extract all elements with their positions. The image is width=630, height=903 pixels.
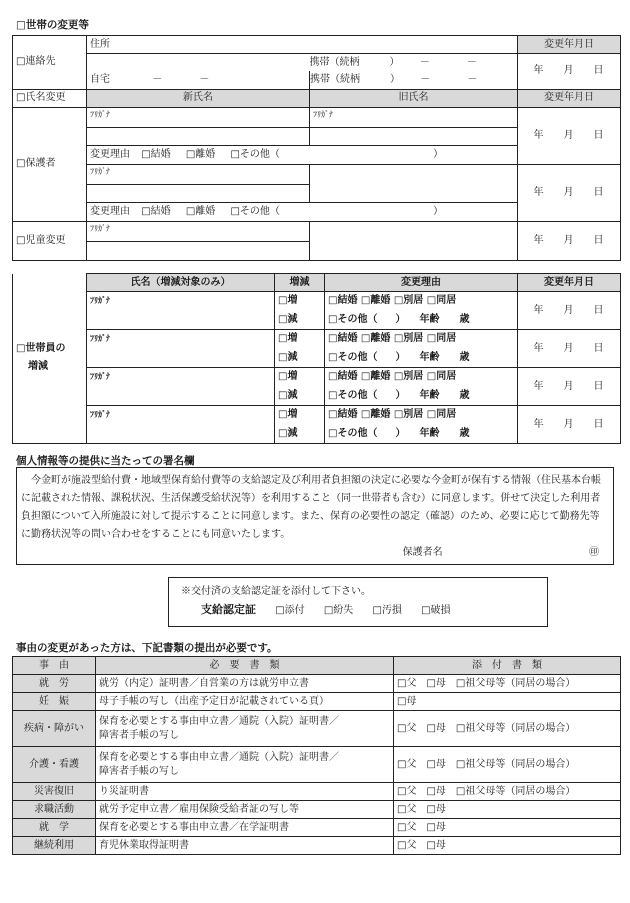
close-paren: ） — [433, 205, 444, 217]
other-checkbox[interactable]: □その他（ — [230, 148, 280, 160]
dash: － — [152, 73, 163, 85]
documents-title: 事由の変更があった方は、下記書類の提出が必要です。 — [16, 642, 278, 654]
year-label: 年 — [533, 418, 545, 430]
doc-attach-checkboxes[interactable]: □父 □母 — [394, 819, 621, 837]
reason-checkboxes[interactable]: □結婚 □離婚 □別居 □同居 — [325, 406, 518, 425]
guardian1-new-name[interactable] — [87, 127, 310, 145]
certificate-notice-box — [168, 577, 548, 627]
close-paren: ） — [395, 389, 406, 401]
age-label: 年齢 歳 — [419, 389, 470, 401]
doc-required-line: 障害者手帳の写し — [99, 765, 179, 777]
doc-required-line: 母子手帳の写し（出産予定日が記載されている頁） — [99, 695, 329, 707]
furigana-label: ﾌﾘｶﾞﾅ — [90, 296, 110, 305]
guardian1-date-field[interactable] — [518, 107, 621, 164]
doc-attach-checkboxes[interactable]: □父 □母 □祖父母等（同居の場合） — [394, 747, 621, 783]
doc-required — [96, 675, 394, 693]
increase-checkbox[interactable]: □増 — [275, 406, 325, 425]
close-paren: ） — [395, 313, 406, 325]
doc-attach-checkboxes[interactable]: □父 □母 □祖父母等（同居の場合） — [394, 675, 621, 693]
month-label: 月 — [563, 65, 575, 77]
home-label: 自宅 — [90, 73, 110, 85]
dash: － — [420, 73, 431, 85]
reason-checkboxes[interactable]: □結婚 □離婚 □別居 □同居 — [325, 330, 518, 349]
divorce-checkbox[interactable]: □離婚 — [185, 148, 216, 160]
reason-checkboxes[interactable]: □結婚 □離婚 □別居 □同居 — [325, 368, 518, 387]
divorce-checkbox[interactable]: □離婚 — [185, 205, 216, 217]
month-label: 月 — [563, 342, 575, 354]
doc-required-line: り災証明書 — [99, 785, 149, 797]
other-checkbox[interactable]: □その他（ — [230, 205, 280, 217]
guardian2-reason-row — [87, 202, 518, 221]
day-label: 日 — [593, 186, 605, 198]
member-name-field[interactable] — [87, 368, 275, 406]
other-checkbox[interactable]: □その他（ — [328, 313, 378, 325]
age-label: 年齢 歳 — [419, 427, 470, 439]
increase-checkbox[interactable]: □増 — [275, 292, 325, 311]
other-reason-row[interactable] — [325, 311, 518, 330]
close-paren: ） — [433, 148, 444, 160]
members-label — [13, 274, 87, 444]
doc-reason: 疾病・障がい — [13, 711, 96, 747]
home-phone-field[interactable] — [87, 71, 310, 89]
child-old-name[interactable] — [310, 221, 518, 260]
member-name-field[interactable] — [87, 292, 275, 330]
name-change-date-header: 変更年月日 — [518, 89, 621, 107]
damaged-checkbox[interactable]: □破損 — [421, 605, 451, 616]
household-change-table — [12, 35, 621, 261]
dash: － — [466, 56, 477, 68]
year-label: 年 — [533, 186, 545, 198]
furigana-label: ﾌﾘｶﾞﾅ — [90, 334, 110, 343]
consent-title: 個人情報等の提供に当たっての署名欄 — [16, 455, 195, 467]
signature-row[interactable] — [21, 544, 609, 562]
decrease-checkbox[interactable]: □減 — [275, 349, 325, 368]
year-label: 年 — [533, 342, 545, 354]
year-label: 年 — [533, 65, 545, 77]
decrease-checkbox[interactable]: □減 — [275, 387, 325, 406]
dash: － — [419, 56, 430, 68]
month-label: 月 — [563, 418, 575, 430]
members-date-header: 変更年月日 — [518, 274, 621, 292]
contact-label: □連絡先 — [13, 36, 87, 90]
year-label: 年 — [533, 304, 545, 316]
member-name-field[interactable] — [87, 330, 275, 368]
doc-required-line: 保育を必要とする事由申立書／通院（入院）証明書／ — [99, 751, 339, 763]
cert-label: 支給認定証 — [201, 603, 256, 616]
guardian1-new-furigana[interactable] — [87, 107, 310, 127]
doc-required — [96, 819, 394, 837]
name-change-label: □氏名変更 — [13, 89, 87, 107]
close-paren: ） — [395, 351, 406, 363]
members-label-line1: □世帯員の — [16, 343, 66, 355]
day-label: 日 — [593, 65, 605, 77]
dash: － — [199, 73, 210, 85]
doc-required-line: 就労（内定）証明書／自営業の方は就労申立書 — [99, 677, 309, 689]
doc-reason: 就 学 — [13, 819, 96, 837]
consent-text: 今金町が施設型給付費・地域型保育給付費等の支給認定及び利用者負担額の決定に必要な今金町が保有する情報（住民基本台帳に記載された情報、課税状況、生活保護受給状況等）を利用すること（同一世帯者も含む）に同意します。併せて決定した利用者負担額について入所施設に対して提示することに同意します。また、保育の必要性の認定（確認）のため、必要に応じて勤務先等に勤務状況等の問い合わせをすることにも同意いたします。 — [21, 475, 601, 540]
reason-label: 変更理由 — [90, 148, 130, 160]
doc-attach-checkboxes[interactable]: □母 — [394, 693, 621, 711]
doc-row — [13, 711, 621, 747]
other-reason-row[interactable] — [325, 349, 518, 368]
old-name-header: 旧氏名 — [310, 89, 518, 107]
doc-reason: 妊 娠 — [13, 693, 96, 711]
decrease-checkbox[interactable]: □減 — [275, 311, 325, 330]
furigana-label: ﾌﾘｶﾞﾅ — [90, 166, 110, 176]
address-label: 住所 — [90, 38, 110, 50]
child-new-furigana[interactable] — [87, 221, 310, 241]
contact-date-header: 変更年月日 — [518, 36, 621, 54]
member-date-field[interactable] — [518, 330, 621, 368]
doc-attach-checkboxes[interactable]: □父 □母 □祖父母等（同居の場合） — [394, 783, 621, 801]
guardian2-date-field[interactable] — [518, 164, 621, 221]
mobile2-field[interactable] — [310, 71, 518, 89]
guardian1-reason-row — [87, 145, 518, 164]
age-label: 年齢 歳 — [419, 351, 470, 363]
doc-attach-checkboxes[interactable]: □父 □母 — [394, 801, 621, 819]
marriage-checkbox[interactable]: □結婚 — [141, 205, 171, 217]
day-label: 日 — [593, 380, 605, 392]
furigana-label: ﾌﾘｶﾞﾅ — [90, 410, 110, 419]
required-documents-table — [12, 656, 621, 855]
month-label: 月 — [563, 234, 575, 246]
increase-checkbox[interactable]: □増 — [275, 368, 325, 387]
doc-required — [96, 801, 394, 819]
reason-checkboxes[interactable]: □結婚 □離婚 □別居 □同居 — [325, 292, 518, 311]
day-label: 日 — [593, 418, 605, 430]
contact-date-field[interactable] — [518, 54, 621, 90]
members-change-header: 増減 — [275, 274, 325, 292]
notice-text: ※交付済の支給認定証を添付して下さい。 — [181, 586, 371, 597]
furigana-label: ﾌﾘｶﾞﾅ — [90, 372, 110, 381]
day-label: 日 — [593, 342, 605, 354]
members-name-header: 氏名（増減対象のみ） — [87, 274, 275, 292]
other-reason-row[interactable] — [325, 387, 518, 406]
furigana-label: ﾌﾘｶﾞﾅ — [90, 223, 110, 233]
doc-header-reason: 事 由 — [13, 657, 96, 675]
increase-checkbox[interactable]: □増 — [275, 330, 325, 349]
guardian1-old-name[interactable] — [310, 127, 518, 145]
guardian1-old-furigana[interactable] — [310, 107, 518, 127]
doc-reason: 就 労 — [13, 675, 96, 693]
member-name-field[interactable] — [87, 406, 275, 444]
member-date-field[interactable] — [518, 368, 621, 406]
guardian2-new-name[interactable] — [87, 184, 310, 202]
other-checkbox[interactable]: □その他（ — [328, 351, 378, 363]
doc-required — [96, 711, 394, 747]
doc-row — [13, 801, 621, 819]
close-paren: ） — [395, 427, 406, 439]
marriage-checkbox[interactable]: □結婚 — [141, 148, 171, 160]
guardian2-new-furigana[interactable] — [87, 164, 310, 184]
doc-required — [96, 783, 394, 801]
member-date-field[interactable] — [518, 406, 621, 444]
household-members-table — [12, 273, 621, 444]
doc-reason: 災害復旧 — [13, 783, 96, 801]
member-date-field[interactable] — [518, 292, 621, 330]
decrease-checkbox[interactable]: □減 — [275, 425, 325, 444]
child-date-field[interactable] — [518, 221, 621, 260]
furigana-label: ﾌﾘｶﾞﾅ — [90, 109, 110, 119]
mobile1-field[interactable] — [310, 54, 518, 72]
doc-required — [96, 693, 394, 711]
other-checkbox[interactable]: □その他（ — [328, 389, 378, 401]
doc-row — [13, 693, 621, 711]
mobile2-label: 携帯（続柄 ） — [310, 73, 400, 85]
consent-box — [16, 467, 614, 565]
new-name-header: 新氏名 — [87, 89, 310, 107]
year-label: 年 — [533, 129, 545, 141]
soiled-checkbox[interactable]: □汚損 — [372, 605, 402, 616]
furigana-label: ﾌﾘｶﾞﾅ — [313, 109, 333, 119]
doc-required-line: 就労予定申立書／雇用保険受給者証の写し等 — [99, 803, 299, 815]
doc-required — [96, 837, 394, 855]
doc-required-line: 保育を必要とする事由申立書／通院（入院）証明書／ — [99, 715, 339, 727]
month-label: 月 — [563, 129, 575, 141]
doc-required-line: 障害者手帳の写し — [99, 729, 179, 741]
doc-row — [13, 783, 621, 801]
year-label: 年 — [533, 234, 545, 246]
doc-reason: 継続利用 — [13, 837, 96, 855]
child-change-label: □児童変更 — [13, 221, 87, 260]
doc-attach-checkboxes[interactable]: □父 □母 — [394, 837, 621, 855]
seal-mark: ㊞ — [589, 547, 599, 558]
age-label: 年齢 歳 — [419, 313, 470, 325]
doc-row — [13, 837, 621, 855]
doc-row — [13, 747, 621, 783]
household-section-title: □世帯の変更等 — [16, 19, 89, 31]
doc-attach-checkboxes[interactable]: □父 □母 □祖父母等（同居の場合） — [394, 711, 621, 747]
doc-header-required: 必 要 書 類 — [96, 657, 394, 675]
year-label: 年 — [533, 380, 545, 392]
doc-reason: 求職活動 — [13, 801, 96, 819]
guardian2-old-name[interactable] — [310, 164, 518, 202]
lost-checkbox[interactable]: □紛失 — [323, 605, 354, 616]
month-label: 月 — [563, 380, 575, 392]
child-new-name[interactable] — [87, 241, 310, 260]
month-label: 月 — [563, 186, 575, 198]
doc-row — [13, 819, 621, 837]
dash: － — [467, 73, 478, 85]
members-reason-header: 変更理由 — [325, 274, 518, 292]
month-label: 月 — [563, 304, 575, 316]
day-label: 日 — [593, 129, 605, 141]
day-label: 日 — [593, 304, 605, 316]
reason-label: 変更理由 — [90, 205, 130, 217]
mobile1-label: 携帯（続柄 ） — [309, 56, 400, 68]
members-label-line2: 増減 — [28, 361, 48, 373]
guardian-label: □保護者 — [13, 107, 87, 221]
doc-header-attach: 添 付 書 類 — [394, 657, 621, 675]
address-field[interactable] — [310, 36, 518, 54]
doc-reason: 介護・看護 — [13, 747, 96, 783]
other-checkbox[interactable]: □その他（ — [328, 427, 378, 439]
doc-row — [13, 675, 621, 693]
doc-required-line: 保育を必要とする事由申立書／在学証明書 — [99, 821, 289, 833]
day-label: 日 — [593, 234, 605, 246]
guardian-signature-label: 保護者名 — [402, 547, 443, 558]
doc-required — [96, 747, 394, 783]
doc-required-line: 育児休業取得証明書 — [99, 839, 189, 851]
other-reason-row[interactable] — [325, 425, 518, 444]
attached-checkbox[interactable]: □添付 — [275, 605, 305, 616]
